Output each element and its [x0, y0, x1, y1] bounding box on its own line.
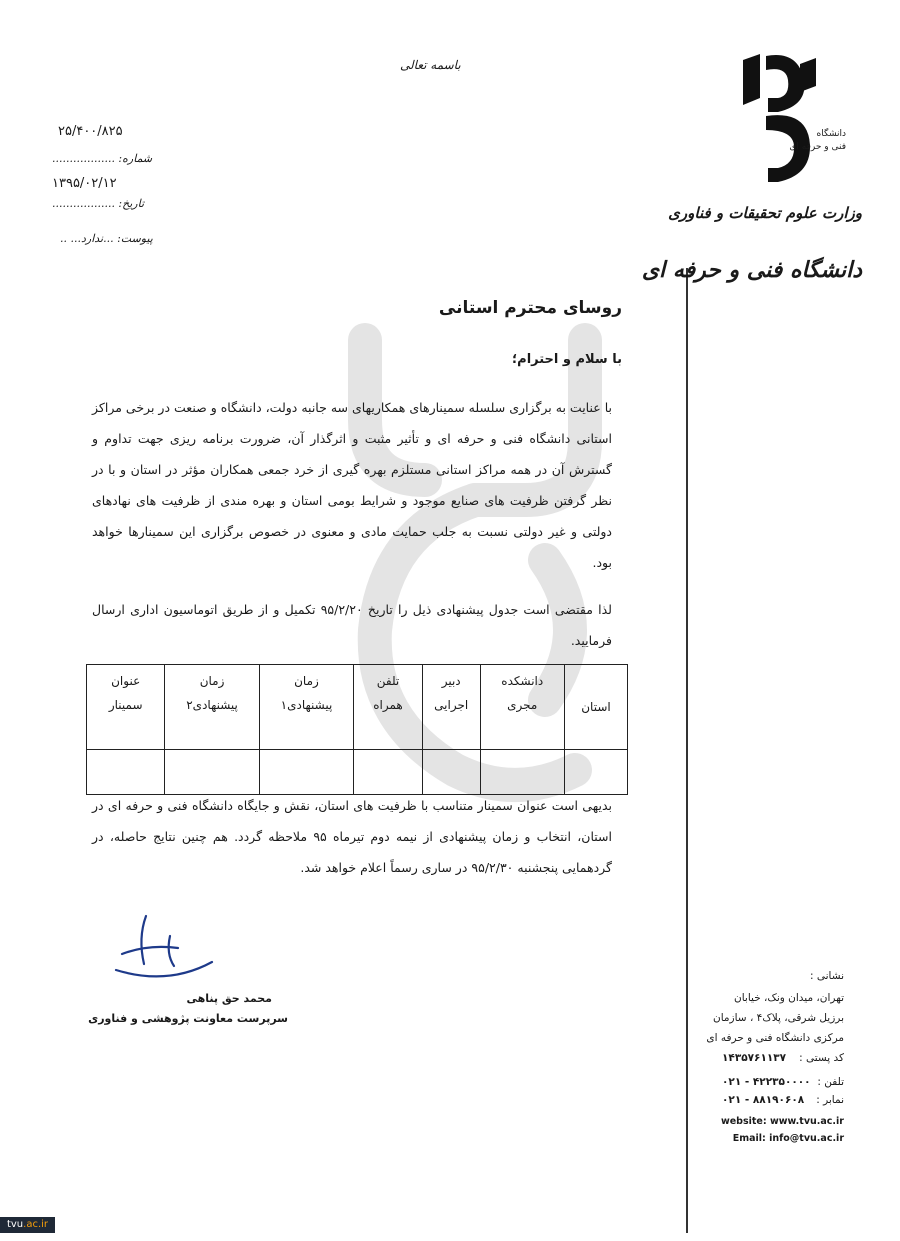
- header-text: سمینار: [108, 698, 143, 712]
- table-header-cell: [87, 665, 165, 750]
- table-header-row: [87, 665, 628, 750]
- header-text: تلفن: [376, 674, 400, 688]
- header-text: دبیر: [441, 674, 461, 688]
- postal-code-label: کد پستی :: [799, 1052, 844, 1064]
- date-label-text: تاریخ: ..................: [52, 197, 145, 210]
- letter-number-value: ۲۵/۴۰۰/۸۲۵: [58, 124, 123, 139]
- table-header-cell: [165, 665, 259, 750]
- badge-brand: tvu: [6, 1219, 24, 1230]
- table-cell: [564, 750, 627, 795]
- address-line-3: مرکزی دانشگاه فنی و حرفه ای: [706, 1032, 844, 1044]
- signatory-title: سرپرست معاونت پژوهشی و فناوری: [88, 1012, 288, 1025]
- address-label: نشانی :: [809, 970, 844, 982]
- letter-date-value: ۱۳۹۵/۰۲/۱۲: [52, 176, 117, 191]
- table-header-cell: [354, 665, 423, 750]
- signature-mark-icon: [108, 908, 228, 988]
- table-header-cell: [422, 665, 480, 750]
- recipient-title: روسای محترم استانی: [438, 298, 622, 318]
- email-link[interactable]: Email: info@tvu.ac.ir: [732, 1133, 844, 1144]
- greeting: با سلام و احترام؛: [511, 352, 622, 367]
- table-header-cell: [564, 665, 627, 750]
- logo-caption-line1: دانشگاه: [816, 129, 846, 139]
- site-badge: [0, 1217, 55, 1233]
- fax-value: ۰۲۱ - ۸۸۱۹۰۶۰۸: [722, 1094, 805, 1106]
- header-text: زمان: [294, 674, 319, 688]
- ministry-name: وزارت علوم تحقیقات و فناوری: [668, 204, 862, 222]
- body-paragraph-1: با عنایت به برگزاری سلسله سمینارهای همکاریهای سه جانبه دولت، دانشگاه و صنعت در برخی مراکز استانی دانشگاه فنی و حرفه ای و تأثیر مثبت و اثرگذار آن، ضرورت برنامه ریزی جهت تداوم و گسترش آن در همه مراکز استانی مستلزم بهره گیری از خرد جمعی همکاران مؤثر در استان و با در نظر گرفتن ظرفیت های صنایع موجود و شرایط بومی استان و بهره مندی از ظرفیت های نهادهای دولتی و غیر دولتی نسبت به جلب حمایت مادی و معنوی در خصوص برگزاری این سمینارها خواهد بود.: [92, 400, 612, 570]
- website-link[interactable]: website: www.tvu.ac.ir: [720, 1116, 844, 1127]
- university-name: دانشگاه فنی و حرفه ای: [641, 257, 862, 283]
- logo-caption: [786, 128, 846, 154]
- basmala: باسمه تعالی: [400, 58, 461, 72]
- badge-suffix: .ac.ir: [23, 1219, 49, 1230]
- address-line-1: تهران، میدان ونک، خیابان: [734, 992, 844, 1004]
- number-label-text: شماره: ..................: [52, 152, 153, 165]
- header-text: مجری: [507, 698, 538, 712]
- body-paragraph-3: بدیهی است عنوان سمینار متناسب با ظرفیت های استان، نقش و جایگاه دانشگاه فنی و حرفه ای در استان، انتخاب و زمان پیشنهادی از نیمه دوم تیرماه ۹۵ ملاحظه گردد. هم چنین نتایج حاصله، در گردهمایی پنجشنبه ۹۵/۲/۳۰ در ساری رسماً اعلام خواهد شد.: [92, 798, 612, 875]
- header-text: زمان: [199, 674, 225, 688]
- table-cell: [259, 750, 353, 795]
- logo-caption-line2: فنی و حرفه ای: [789, 142, 846, 152]
- address-line-2: برزیل شرقی، پلاک۴ ، سازمان: [713, 1012, 844, 1024]
- header-text: دانشکده: [501, 674, 544, 688]
- phone-value: ۰۲۱ - ۴۲۲۳۵۰۰۰۰: [722, 1076, 811, 1088]
- header-text: اجرایی: [434, 698, 469, 712]
- header-text: پیشنهادی۲: [186, 698, 238, 712]
- header-text: همراه: [373, 698, 403, 712]
- table-cell: [480, 750, 564, 795]
- margin-divider-line: [686, 268, 688, 1233]
- university-logo-icon: [738, 50, 838, 185]
- fax-label: نمابر :: [816, 1094, 844, 1106]
- attachment-label: [60, 232, 153, 245]
- table-cell: [87, 750, 165, 795]
- table-cell: [422, 750, 480, 795]
- table-header-cell: [259, 665, 353, 750]
- body-paragraph-2: لذا مقتضی است جدول پیشنهادی ذیل را تاریخ ۹۵/۲/۲۰ تکمیل و از طریق اتوماسیون اداری ارسال فرمایید.: [92, 602, 612, 648]
- table-cell: [354, 750, 423, 795]
- header-text: پیشنهادی۱: [280, 698, 333, 712]
- header-text: استان: [581, 700, 611, 714]
- letter-date-label: [52, 197, 144, 210]
- letter-number-label: [52, 152, 152, 165]
- postal-code-value: ۱۴۳۵۷۶۱۱۳۷: [722, 1052, 787, 1064]
- header-text: عنوان: [111, 674, 141, 688]
- proposal-table: [86, 664, 628, 795]
- signatory-name: محمد حق پناهی: [186, 992, 272, 1005]
- table-cell: [165, 750, 259, 795]
- attachment-label-text: پیوست: ...ندارد... ..: [60, 232, 153, 245]
- table-row: [87, 750, 628, 795]
- table-header-cell: [480, 665, 564, 750]
- phone-label: تلفن :: [817, 1076, 844, 1088]
